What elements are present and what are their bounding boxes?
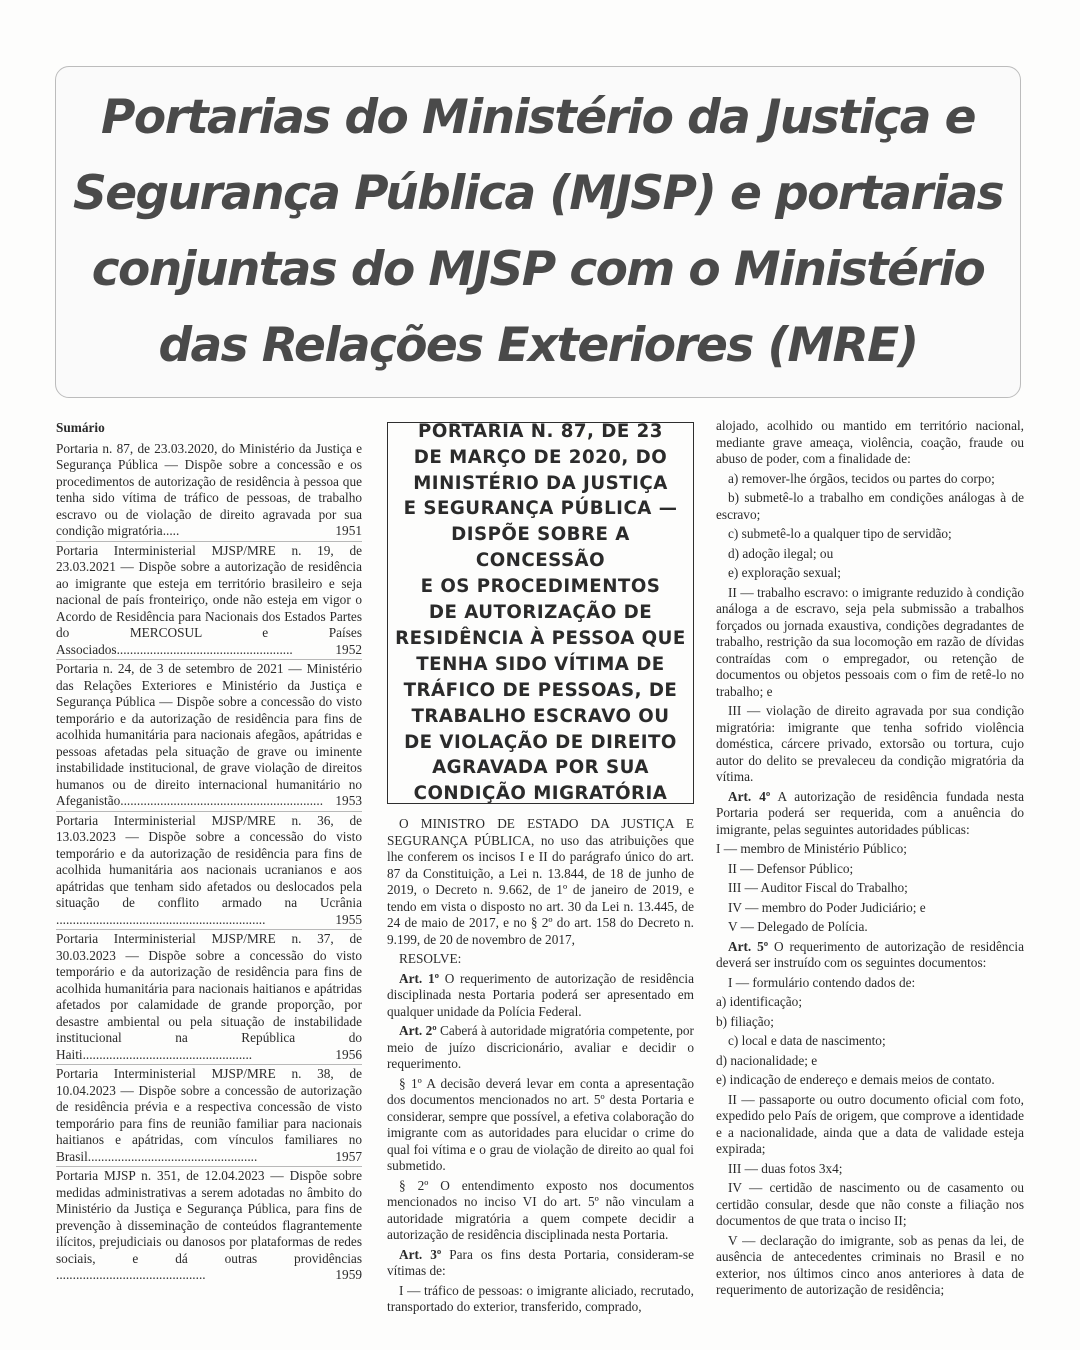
paragraph-2: § 2º O entendimento exposto nos documentos mencionados no inciso VI do art. 5º não vinculam a autoridade migratória a quem compete decidir a autorização de residência disciplinada nesta Portaria. <box>387 1177 694 1242</box>
art4-item: III — Auditor Fiscal do Trabalho; <box>728 880 908 895</box>
heading-line: PORTARIA N. 87, DE 23 <box>418 420 663 442</box>
toc-page-number: 1953 <box>335 793 362 808</box>
art4-item: I — membro de Ministério Público; <box>716 841 907 856</box>
article-label: Art. 4º <box>728 788 771 804</box>
inciso-1: I — tráfico de pessoas: o imigrante aliciado, recrutado, transportado do exterior, transferido, comprado, <box>387 1282 694 1314</box>
item-b: b) submetê-lo a trabalho em condições análogas à de escravo; <box>716 490 1024 522</box>
portaria-heading <box>388 419 693 808</box>
item-d: d) adoção ilegal; ou <box>728 545 834 561</box>
continuation-paragraph: alojado, acolhido ou mantido em território nacional, mediante grave ameaça, violência, coação, fraude ou abuso de poder, com a finalidade de: <box>716 418 1024 466</box>
article-3 <box>387 1247 694 1280</box>
art4-item: V — Delegado de Polícia. <box>728 919 868 934</box>
toc-entry[interactable] <box>56 543 362 661</box>
heading-line: DISPÕE SOBRE A CONCESSÃO <box>451 524 630 572</box>
portaria-header-box <box>387 422 694 804</box>
inciso-3: III — violação de direito agravada por sua condição migratória: imigrante que tenha sofrido violência doméstica, cárcere privado, extorsão ou tortura, cujo autor do delito se prevaleceu da condição migratória da vítima. <box>716 703 1024 784</box>
toc-entry[interactable] <box>56 441 362 542</box>
article-text: Para os fins desta Portaria, consideram-se vítimas de: <box>387 1246 694 1278</box>
toc-page-number: 1951 <box>335 523 362 538</box>
item-c: c) submetê-lo a qualquer tipo de servidão; <box>728 526 952 541</box>
heading-line: TRÁFICO DE PESSOAS, DE <box>403 679 678 701</box>
toc-entry-text: Portaria MJSP n. 351, de 12.04.2023 — Dispõe sobre medidas administrativas a serem adotadas no âmbito do Ministério da Justiça e Segurança Pública, para fins de prevenção à disseminação de conteúdos flagrantemente ilícitos, prejudiciais ou danosos por plataformas de redes sociais, e dá outras providências ............................................. <box>56 1168 362 1282</box>
heading-line: TRABALHO ESCRAVO OU <box>411 705 670 727</box>
item-a: a) remover-lhe órgãos, tecidos ou partes do corpo; <box>728 470 995 486</box>
toc-entry[interactable] <box>56 813 362 931</box>
toc-page-number: 1957 <box>335 1148 362 1164</box>
article-text: A autorização de residência fundada nesta Portaria poderá ser requerida, com a anuência do imigrante, pelas seguintes autoridades públicas: <box>716 788 1024 837</box>
item-e: e) exploração sexual; <box>728 565 841 580</box>
toc-entry-text: Portaria Interministerial MJSP/MRE n. 37, de 30.03.2023 — Dispõe sobre a concessão do visto temporário e da autorização de residência para fins de acolhida humanitária para nacionais haitianos e apátridas afetados por calamidade de grande proporção, por desastre ambiental ou pela situação de instabilidade institucional na República do Haiti................................................... <box>56 931 362 1062</box>
title-line: Portarias do Ministério da Justiça e <box>101 90 975 145</box>
heading-line: DE MARÇO DE 2020, DO <box>413 446 668 468</box>
toc-page-number: 1956 <box>335 1046 362 1062</box>
toc-entry-text: Portaria Interministerial MJSP/MRE n. 36, de 13.03.2023 — Dispõe sobre a concessão do visto temporário e da autorização de residência para fins de acolhida humanitária aos nacionais ucranianos e aos apátridas que tenham sido afetados ou deslocados pela situação de conflito armado na Ucrânia ............................................................... <box>56 812 362 927</box>
art5-subitem: b) filiação; <box>716 1013 774 1029</box>
art5-subitem: a) identificação; <box>716 994 803 1009</box>
art5-item: IV — certidão de nascimento ou de casamento ou certidão consular, desde que não conste a filiação nos documentos de que trata o inciso II; <box>716 1180 1024 1228</box>
article-text: O requerimento de autorização de residência disciplinada nesta Portaria poderá ser apresentado em qualquer unidade da Polícia Federal. <box>387 970 694 1019</box>
art5-subitem: d) nacionalidade; e <box>716 1052 818 1068</box>
toc-page-number: 1955 <box>335 911 362 927</box>
article-5 <box>716 939 1024 972</box>
article-text: Caberá à autoridade migratória competente, por meio de juízo discricionário, avaliar e decidir o requerimento. <box>387 1023 694 1071</box>
art5-subitem: c) local e data de nascimento; <box>728 1033 886 1048</box>
heading-line: DE AUTORIZAÇÃO DE <box>428 602 653 624</box>
toc-entry-text: Portaria n. 87, de 23.03.2020, do Ministério da Justiça e Segurança Pública — Dispõe sobre a concessão e os procedimentos de autorização de residência à pessoa que tenha sido vítima de tráfico de pessoas, de trabalho escravo ou de violação de direito agravada por sua condição migratória..... <box>56 440 362 538</box>
article-label: Art. 1º <box>399 970 439 986</box>
article-4 <box>716 789 1024 839</box>
toc-page-number: 1952 <box>335 641 362 657</box>
portaria-column <box>387 418 694 1319</box>
continuation-column <box>716 418 1024 1302</box>
heading-line: CONDIÇÃO MIGRATÓRIA <box>413 783 668 805</box>
toc-entry[interactable] <box>56 931 362 1065</box>
title-box <box>55 66 1021 398</box>
title-line: Segurança Pública (MJSP) e portarias <box>73 166 1003 221</box>
sumario-heading: Sumário <box>56 420 105 435</box>
toc-entry-text: Portaria Interministerial MJSP/MRE n. 38, de 10.04.2023 — Dispõe sobre a concessão de autorização de residência prévia e a respectiva concessão de visto temporário para fins de reunião familiar para nacionais haitianos e apátridas, com vínculos familiares no Brasil................................................... <box>56 1066 362 1164</box>
preamble-paragraph: O MINISTRO DE ESTADO DA JUSTIÇA E SEGURANÇA PÚBLICA, no uso das atribuições que lhe conferem os incisos I e II do parágrafo único do art. 87 da Constituição, a Lei n. 13.844, de 18 de junho de 2019, o Decreto n. 9.662, de 1º de janeiro de 2019, e tendo em vista o disposto no art. 30 da Lei n. 13.445, de 24 de maio de 2017, e no § 2º do art. 158 do Decreto n. 9.199, de 20 de novembro de 2017, <box>387 816 694 947</box>
page-title <box>73 80 1003 384</box>
portaria-body <box>387 816 694 1316</box>
heading-line: E SEGURANÇA PÚBLICA — <box>403 498 678 520</box>
art4-item: II — Defensor Público; <box>728 860 854 876</box>
heading-line: DE VIOLAÇÃO DE DIREITO <box>404 731 677 753</box>
heading-line: TENHA SIDO VÍTIMA DE <box>416 653 665 675</box>
toc-entry[interactable] <box>56 661 362 812</box>
heading-line: AGRAVADA POR SUA <box>432 757 649 779</box>
title-line: conjuntas do MJSP com o Ministério <box>91 242 985 297</box>
toc-entry[interactable] <box>56 1168 362 1285</box>
article-2 <box>387 1023 694 1073</box>
art5-item: V — declaração do imigrante, sob as penas da lei, de ausência de antecedentes criminais no Brasil e no exterior, nos últimos cinco anos anteriores à data de requerimento de autorização de residência; <box>716 1232 1024 1297</box>
art5-item: III — duas fotos 3x4; <box>728 1160 843 1176</box>
resolve-label: RESOLVE: <box>399 951 462 966</box>
sumario-column <box>56 418 362 1286</box>
art4-item: IV — membro do Poder Judiciário; e <box>728 899 926 915</box>
inciso-2: II — trabalho escravo: o imigrante reduzido à condição análoga a de escravo, seja pela submissão a trabalhos forçados ou jornada exaustiva, condições degradantes de trabalho, restrição da sua locomoção em razão de dívidas contraídas com o empregador, ou retenção de documentos ou objetos pessoais com o fim de retê-lo no trabalho; e <box>716 584 1024 699</box>
article-1 <box>387 971 694 1021</box>
paragraph-1: § 1º A decisão deverá levar em conta a apresentação dos documentos mencionados no art. 5º desta Portaria e considerar, sempre que possível, a efetiva colaboração do imigrante com as autoridades para elucidar o crime do qual foi vítima e o grau de violação de direito ao qual foi submetido. <box>387 1075 694 1173</box>
article-label: Art. 3º <box>399 1246 442 1262</box>
heading-line: RESIDÊNCIA À PESSOA QUE <box>395 627 686 649</box>
art5-item: II — passaporte ou outro documento oficial com foto, expedido pelo País de origem, que comprove a identidade e a nacionalidade, ainda que a data de validade esteja expirada; <box>716 1091 1024 1156</box>
article-label: Art. 5º <box>728 938 769 954</box>
heading-line: MINISTÉRIO DA JUSTIÇA <box>413 472 668 494</box>
art5-item: I — formulário contendo dados de: <box>728 974 916 990</box>
toc-entry[interactable] <box>56 1066 362 1167</box>
art5-subitem: e) indicação de endereço e demais meios de contato. <box>716 1072 995 1087</box>
title-line: das Relações Exteriores (MRE) <box>158 318 918 373</box>
toc-entry-text: Portaria Interministerial MJSP/MRE n. 19, de 23.03.2021 — Dispõe sobre a autorização de residência ao imigrante que esteja em território brasileiro e seja nacional de país fronteiriço, onde não esteja em vigor o Acordo de Residência para Nacionais dos Estados Partes do MERCOSUL e Países Associados..................................................... <box>56 542 362 657</box>
heading-line: E OS PROCEDIMENTOS <box>420 576 661 598</box>
article-label: Art. 2º <box>399 1023 437 1038</box>
article-text: O requerimento de autorização de residência deverá ser instruído com os seguintes documentos: <box>716 938 1025 970</box>
toc-page-number: 1959 <box>335 1267 362 1282</box>
toc-entry-text: Portaria n. 24, de 3 de setembro de 2021 — Ministério das Relações Exteriores e Ministério da Justiça e Segurança Pública — Dispõe sobre a concessão do visto temporário e da autorização de residência para fins de acolhida humanitária para nacionais afegãos, apátridas e pessoas afetadas pela situação de grave ou iminente instabilidade institucional, de grave violação de direitos humanos ou de direito internacional humanitário no Afeganistão............................................................. <box>56 661 362 808</box>
